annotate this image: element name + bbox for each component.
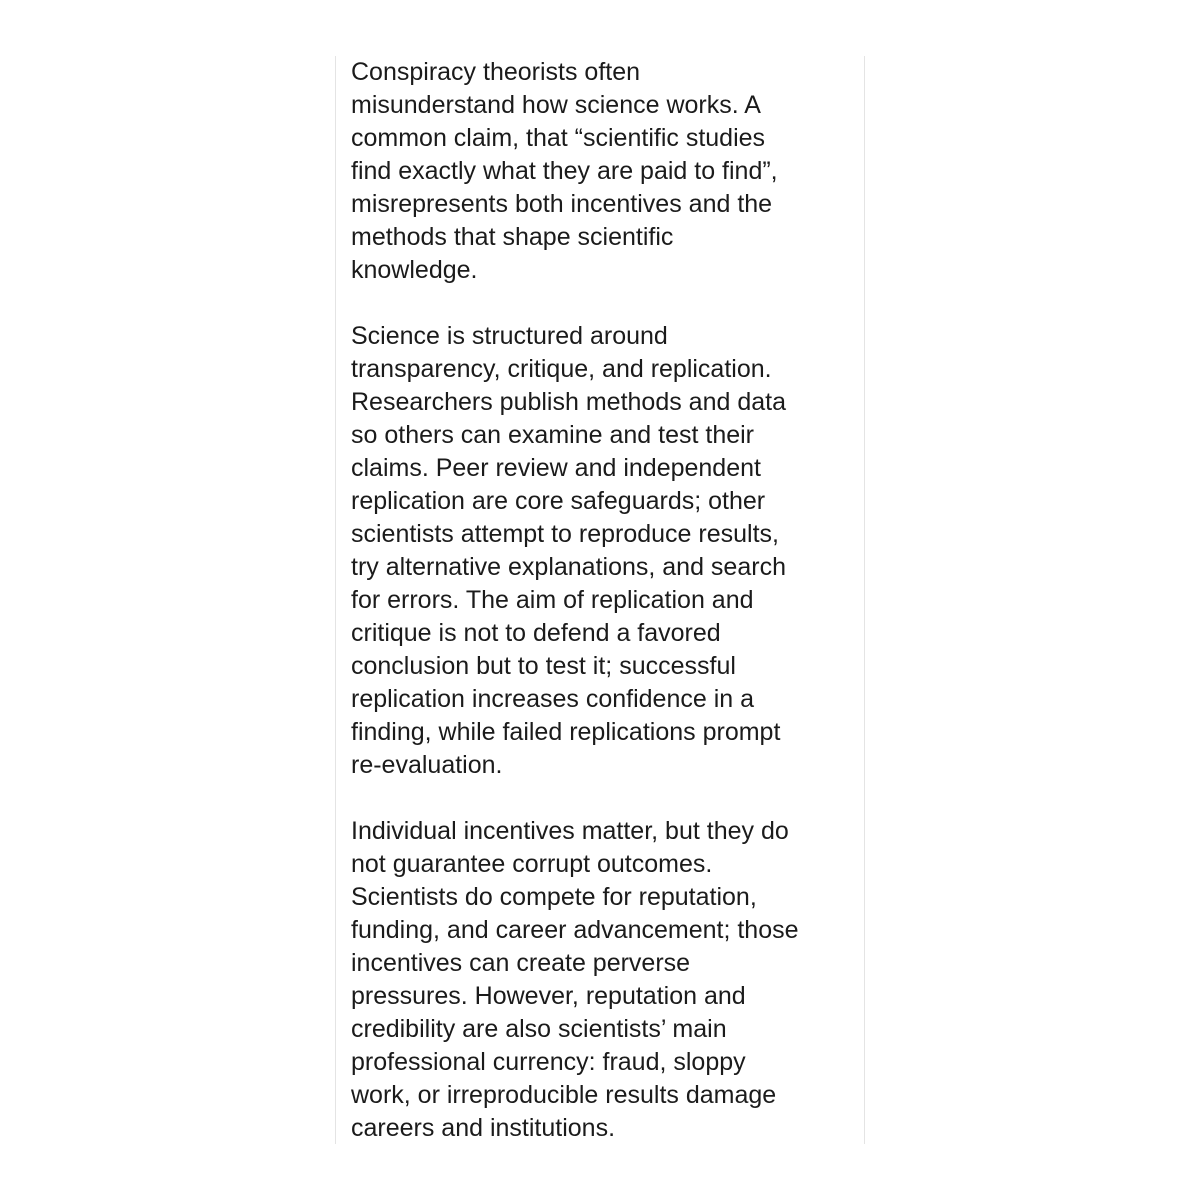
text-line: transparency, critique, and replication.: [351, 355, 772, 383]
text-line: conclusion but to test it; successful: [351, 652, 736, 680]
text-line: professional currency: fraud, sloppy: [351, 1048, 746, 1076]
text-line: so others can examine and test their: [351, 421, 755, 449]
text-line: critique is not to defend a favored: [351, 619, 721, 647]
text-line: incentives can create perverse: [351, 949, 691, 977]
text-line: funding, and career advancement; those: [351, 916, 799, 944]
text-line: careers and institutions.: [351, 1114, 616, 1142]
text-line: Individual incentives matter, but they do: [351, 817, 789, 845]
text-line: knowledge.: [351, 256, 478, 284]
paragraph-1: [351, 56, 851, 287]
text-line: replication increases confidence in a: [351, 685, 755, 713]
text-line: for errors. The aim of replication and: [351, 586, 754, 614]
text-line: misrepresents both incentives and the: [351, 190, 773, 218]
text-line: Researchers publish methods and data: [351, 388, 786, 416]
text-line: re-evaluation.: [351, 751, 503, 779]
text-line: methods that shape scientific: [351, 223, 674, 251]
text-line: misunderstand how science works. A: [351, 91, 761, 119]
text-line: try alternative explanations, and search: [351, 553, 786, 581]
text-line: finding, while failed replications prompt: [351, 718, 781, 746]
text-line: common claim, that “scientific studies: [351, 124, 766, 152]
text-line: work, or irreproducible results damage: [351, 1081, 777, 1109]
text-line: Scientists do compete for reputation,: [351, 883, 757, 911]
text-line: Conspiracy theorists often: [351, 58, 641, 86]
paragraph-2: [351, 320, 851, 782]
text-line: not guarantee corrupt outcomes.: [351, 850, 713, 878]
document-column: [335, 56, 865, 1144]
paragraph-3: [351, 815, 851, 1145]
article-body: [351, 56, 851, 1145]
text-line: find exactly what they are paid to find”,: [351, 157, 778, 185]
text-line: Science is structured around: [351, 322, 668, 350]
text-line: credibility are also scientists’ main: [351, 1015, 727, 1043]
text-line: pressures. However, reputation and: [351, 982, 746, 1010]
text-line: claims. Peer review and independent: [351, 454, 761, 482]
text-line: scientists attempt to reproduce results,: [351, 520, 779, 548]
text-line: replication are core safeguards; other: [351, 487, 766, 515]
